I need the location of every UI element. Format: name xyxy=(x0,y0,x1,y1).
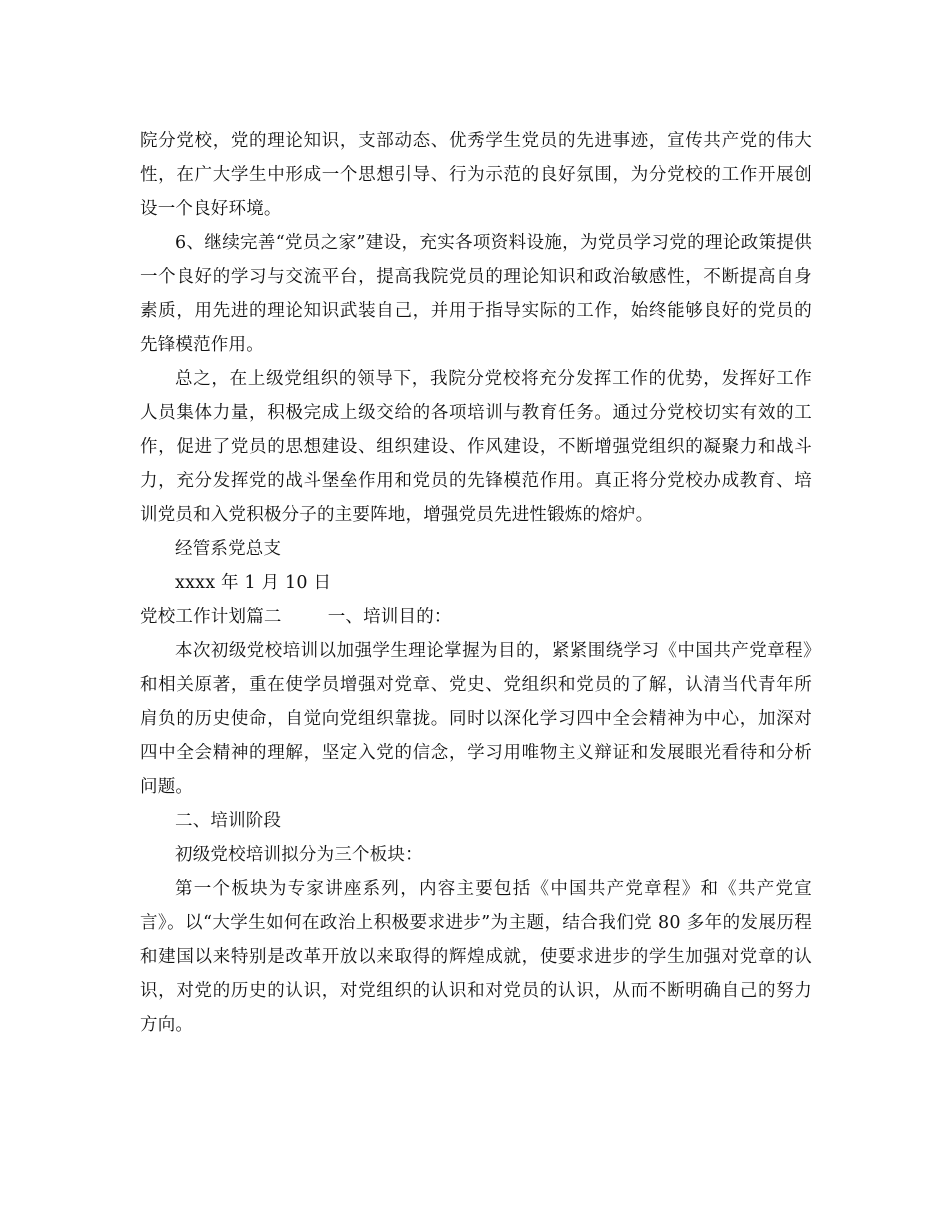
paragraph-continuation: 院分党校，党的理论知识，支部动态、优秀学生党员的先进事迹，宣传共产党的伟大性，在广大学生中形成一个思想引导、行为示范的良好氛围，为分党校的工作开展创设一个良好环境。 xyxy=(140,131,812,219)
signature-organization: 经管系党总支 xyxy=(175,539,282,559)
paragraph-training-purpose: 本次初级党校培训以加强学生理论掌握为目的，紧紧围绕学习《中国共产党章程》和相关原著，重在使学员增强对党章、党史、党组织和党员的了解，认清当代青年所肩负的历史使命，自觉向党组织靠拢。同时以深化学习四中全会精神为中心，加深对四中全会精神的理解，坚定入党的信念，学习用唯物主义辩证和发展眼光看待和分析问题。 xyxy=(140,641,812,797)
signature-date: xxxx 年 1 月 10 日 xyxy=(175,573,332,593)
section-heading: 党校工作计划篇二 一、培训目的： xyxy=(140,607,452,627)
paragraph-three-sections: 初级党校培训拟分为三个板块： xyxy=(175,845,423,865)
paragraph-party-home: 6、继续完善“党员之家”建设，充实各项资料设施，为党员学习党的理论政策提供一个良好的学习与交流平台，提高我院党员的理论知识和政治敏感性，不断提高自身素质，用先进的理论知识武装自己，并用于指导实际的工作，始终能够良好的党员的先锋模范作用。 xyxy=(140,233,812,355)
paragraph-summary: 总之，在上级党组织的领导下，我院分党校将充分发挥工作的优势，发挥好工作人员集体力量，积极完成上级交给的各项培训与教育任务。通过分党校切实有效的工作，促进了党员的思想建设、组织建设、作风建设，不断增强党组织的凝聚力和战斗力，充分发挥党的战斗堡垒作用和党员的先锋模范作用。真正将分党校办成教育、培训党员和入党积极分子的主要阵地，增强党员先进性锻炼的熔炉。 xyxy=(140,369,812,525)
subheading-training-stage: 二、培训阶段 xyxy=(175,811,282,831)
paragraph-first-section: 第一个板块为专家讲座系列，内容主要包括《中国共产党章程》和《共产党宣言》。以“大学生如何在政治上积极要求进步”为主题，结合我们党 80 多年的发展历程和建国以来特别是改革开放以来取得的辉煌成就，使要求进步的学生加强对党章的认识，对党的历史的认识，对党组织的认识和对党员的认识，从而不断明确自己的努力方向。 xyxy=(140,879,812,1035)
document-body xyxy=(140,124,812,1042)
